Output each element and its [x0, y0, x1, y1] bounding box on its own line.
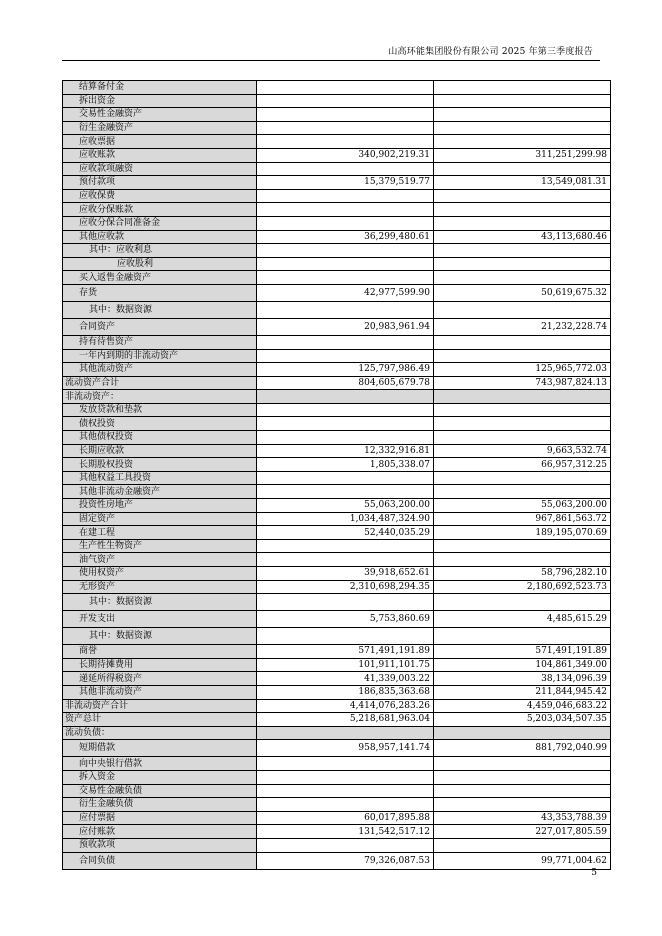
- prior-period-value: 55,063,200.00: [434, 499, 611, 513]
- table-row: [63, 471, 611, 485]
- current-period-value: [257, 628, 434, 645]
- prior-period-value: [434, 216, 611, 230]
- prior-period-value: [434, 628, 611, 645]
- row-label: 长期股权投资: [63, 458, 257, 472]
- table-row: [63, 658, 611, 672]
- prior-period-value: 66,957,312.25: [434, 458, 611, 472]
- current-period-value: 36,299,480.61: [257, 230, 434, 244]
- prior-period-value: [434, 162, 611, 176]
- row-label: 其他权益工具投资: [63, 471, 257, 485]
- row-label: 交易性金融资产: [63, 108, 257, 122]
- current-period-value: [257, 244, 434, 258]
- current-period-value: 340,902,219.31: [257, 148, 434, 162]
- current-period-value: 5,218,681,963.04: [257, 713, 434, 727]
- current-period-value: [257, 553, 434, 567]
- current-period-value: [257, 335, 434, 349]
- table-row: [63, 148, 611, 162]
- table-row: [63, 244, 611, 258]
- table-row: [63, 567, 611, 581]
- current-period-value: [257, 189, 434, 203]
- current-period-value: 5,753,860.69: [257, 611, 434, 628]
- row-label: 合同负债: [63, 852, 257, 869]
- current-period-value: 12,332,916.81: [257, 444, 434, 458]
- row-label: 油气资产: [63, 553, 257, 567]
- table-row: [63, 726, 611, 740]
- row-label: 持有待售资产: [63, 335, 257, 349]
- table-row: [63, 301, 611, 318]
- current-period-value: 131,542,517.12: [257, 825, 434, 839]
- current-period-value: [257, 349, 434, 363]
- row-label: 投资性房地产: [63, 499, 257, 513]
- row-label: 其中：数据资源: [63, 301, 257, 318]
- row-label: 其中：数据资源: [63, 628, 257, 645]
- page-number: 5: [591, 868, 597, 878]
- balance-sheet-body: [63, 81, 611, 870]
- row-label: 使用权资产: [63, 567, 257, 581]
- current-period-value: 101,911,101.75: [257, 658, 434, 672]
- current-period-value: [257, 108, 434, 122]
- row-label: 应付账款: [63, 825, 257, 839]
- prior-period-value: [434, 553, 611, 567]
- prior-period-value: 227,017,805.59: [434, 825, 611, 839]
- prior-period-value: [434, 335, 611, 349]
- table-row: [63, 444, 611, 458]
- current-period-value: [257, 539, 434, 553]
- table-row: [63, 162, 611, 176]
- row-label: 递延所得税资产: [63, 672, 257, 686]
- header-divider: [62, 60, 600, 61]
- row-label: 应收股利: [63, 257, 257, 271]
- table-row: [63, 825, 611, 839]
- prior-period-value: [434, 485, 611, 499]
- current-period-value: [257, 417, 434, 431]
- current-period-value: 15,379,519.77: [257, 176, 434, 190]
- row-label: 一年内到期的非流动资产: [63, 349, 257, 363]
- table-row: [63, 230, 611, 244]
- prior-period-value: 189,195,070.69: [434, 526, 611, 540]
- prior-period-value: 211,844,945.42: [434, 685, 611, 699]
- table-row: [63, 713, 611, 727]
- current-period-value: [257, 135, 434, 149]
- report-header-title: 山高环能集团股份有限公司 2025 年第三季度报告: [388, 47, 593, 57]
- table-row: [63, 685, 611, 699]
- prior-period-value: [434, 244, 611, 258]
- current-period-value: 55,063,200.00: [257, 499, 434, 513]
- prior-period-value: [434, 301, 611, 318]
- row-label: 买入返售金融资产: [63, 271, 257, 285]
- prior-period-value: [434, 798, 611, 812]
- current-period-value: 571,491,191.89: [257, 645, 434, 659]
- current-period-value: 804,605,679.78: [257, 376, 434, 390]
- table-row: [63, 390, 611, 404]
- prior-period-value: [434, 838, 611, 852]
- table-row: [63, 431, 611, 445]
- prior-period-value: 99,771,004.62: [434, 852, 611, 869]
- prior-period-value: 9,663,532.74: [434, 444, 611, 458]
- table-row: [63, 628, 611, 645]
- prior-period-value: [434, 770, 611, 784]
- current-period-value: [257, 203, 434, 217]
- row-label: 预收款项: [63, 838, 257, 852]
- current-period-value: [257, 594, 434, 611]
- row-label: 其他非流动资产: [63, 685, 257, 699]
- prior-period-value: 743,987,824.13: [434, 376, 611, 390]
- prior-period-value: 50,619,675.32: [434, 284, 611, 301]
- current-period-value: [257, 390, 434, 404]
- row-label: 应收账款: [63, 148, 257, 162]
- table-row: [63, 176, 611, 190]
- prior-period-value: 13,549,081.31: [434, 176, 611, 190]
- current-period-value: [257, 257, 434, 271]
- prior-period-value: 104,861,349.00: [434, 658, 611, 672]
- prior-period-value: 21,232,228.74: [434, 318, 611, 335]
- row-label: 衍生金融负债: [63, 798, 257, 812]
- row-label: 长期应收款: [63, 444, 257, 458]
- table-row: [63, 811, 611, 825]
- table-row: [63, 580, 611, 594]
- table-row: [63, 203, 611, 217]
- row-label: 资产总计: [63, 713, 257, 727]
- table-row: [63, 257, 611, 271]
- current-period-value: [257, 121, 434, 135]
- prior-period-value: [434, 594, 611, 611]
- current-period-value: [257, 81, 434, 95]
- row-label: 衍生金融资产: [63, 121, 257, 135]
- prior-period-value: 967,861,563.72: [434, 512, 611, 526]
- current-period-value: 20,983,961.94: [257, 318, 434, 335]
- table-row: [63, 81, 611, 95]
- table-row: [63, 108, 611, 122]
- table-row: [63, 335, 611, 349]
- table-row: [63, 838, 611, 852]
- table-row: [63, 363, 611, 377]
- current-period-value: 42,977,599.90: [257, 284, 434, 301]
- prior-period-value: [434, 784, 611, 798]
- prior-period-value: [434, 431, 611, 445]
- prior-period-value: [434, 726, 611, 740]
- row-label: 非流动资产：: [63, 390, 257, 404]
- table-row: [63, 349, 611, 363]
- current-period-value: [257, 770, 434, 784]
- table-row: [63, 770, 611, 784]
- row-label: 其中：数据资源: [63, 594, 257, 611]
- current-period-value: 958,957,141.74: [257, 740, 434, 757]
- row-label: 债权投资: [63, 417, 257, 431]
- row-label: 结算备付金: [63, 81, 257, 95]
- table-row: [63, 403, 611, 417]
- table-row: [63, 784, 611, 798]
- prior-period-value: 2,180,692,523.73: [434, 580, 611, 594]
- prior-period-value: 5,203,034,507.35: [434, 713, 611, 727]
- row-label: 商誉: [63, 645, 257, 659]
- row-label: 预付款项: [63, 176, 257, 190]
- current-period-value: [257, 94, 434, 108]
- prior-period-value: [434, 94, 611, 108]
- table-row: [63, 318, 611, 335]
- prior-period-value: 58,796,282.10: [434, 567, 611, 581]
- current-period-value: 2,310,698,294.35: [257, 580, 434, 594]
- row-label: 开发支出: [63, 611, 257, 628]
- current-period-value: 41,339,003.22: [257, 672, 434, 686]
- current-period-value: 1,805,338.07: [257, 458, 434, 472]
- table-row: [63, 672, 611, 686]
- current-period-value: [257, 162, 434, 176]
- row-label: 生产性生物资产: [63, 539, 257, 553]
- current-period-value: [257, 471, 434, 485]
- table-row: [63, 271, 611, 285]
- prior-period-value: 4,485,615.29: [434, 611, 611, 628]
- current-period-value: 4,414,076,283.26: [257, 699, 434, 713]
- table-row: [63, 512, 611, 526]
- table-row: [63, 798, 611, 812]
- current-period-value: [257, 757, 434, 771]
- prior-period-value: [434, 203, 611, 217]
- row-label: 合同资产: [63, 318, 257, 335]
- row-label: 应收保费: [63, 189, 257, 203]
- row-label: 长期待摊费用: [63, 658, 257, 672]
- current-period-value: [257, 485, 434, 499]
- table-row: [63, 417, 611, 431]
- table-row: [63, 121, 611, 135]
- current-period-value: 1,034,487,324.90: [257, 512, 434, 526]
- prior-period-value: 881,792,040.99: [434, 740, 611, 757]
- table-row: [63, 485, 611, 499]
- row-label: 拆出资金: [63, 94, 257, 108]
- table-row: [63, 594, 611, 611]
- current-period-value: [257, 431, 434, 445]
- current-period-value: 79,326,087.53: [257, 852, 434, 869]
- prior-period-value: 125,965,772.03: [434, 363, 611, 377]
- table-row: [63, 284, 611, 301]
- row-label: 拆入资金: [63, 770, 257, 784]
- row-label: 应收分保合同准备金: [63, 216, 257, 230]
- prior-period-value: [434, 271, 611, 285]
- row-label: 应收分保账款: [63, 203, 257, 217]
- prior-period-value: [434, 257, 611, 271]
- row-label: 流动资产合计: [63, 376, 257, 390]
- prior-period-value: [434, 108, 611, 122]
- row-label: 其中：应收利息: [63, 244, 257, 258]
- current-period-value: [257, 403, 434, 417]
- row-label: 交易性金融负债: [63, 784, 257, 798]
- table-row: [63, 526, 611, 540]
- row-label: 其他应收款: [63, 230, 257, 244]
- current-period-value: [257, 726, 434, 740]
- table-row: [63, 553, 611, 567]
- prior-period-value: [434, 390, 611, 404]
- row-label: 应收票据: [63, 135, 257, 149]
- current-period-value: [257, 784, 434, 798]
- prior-period-value: 4,459,046,683.22: [434, 699, 611, 713]
- table-row: [63, 611, 611, 628]
- prior-period-value: 38,134,096.39: [434, 672, 611, 686]
- table-row: [63, 458, 611, 472]
- row-label: 应收款项融资: [63, 162, 257, 176]
- table-row: [63, 94, 611, 108]
- current-period-value: [257, 271, 434, 285]
- table-row: [63, 539, 611, 553]
- table-row: [63, 499, 611, 513]
- current-period-value: 39,918,652.61: [257, 567, 434, 581]
- prior-period-value: [434, 471, 611, 485]
- row-label: 流动负债：: [63, 726, 257, 740]
- current-period-value: [257, 216, 434, 230]
- prior-period-value: [434, 417, 611, 431]
- table-row: [63, 740, 611, 757]
- row-label: 其他非流动金融资产: [63, 485, 257, 499]
- prior-period-value: [434, 189, 611, 203]
- current-period-value: 186,835,363.68: [257, 685, 434, 699]
- prior-period-value: [434, 81, 611, 95]
- row-label: 在建工程: [63, 526, 257, 540]
- current-period-value: [257, 301, 434, 318]
- row-label: 发放贷款和垫款: [63, 403, 257, 417]
- prior-period-value: [434, 539, 611, 553]
- table-row: [63, 645, 611, 659]
- prior-period-value: [434, 757, 611, 771]
- prior-period-value: [434, 403, 611, 417]
- current-period-value: 52,440,035.29: [257, 526, 434, 540]
- prior-period-value: 311,251,299.98: [434, 148, 611, 162]
- row-label: 无形资产: [63, 580, 257, 594]
- prior-period-value: 43,113,680.46: [434, 230, 611, 244]
- row-label: 非流动资产合计: [63, 699, 257, 713]
- row-label: 短期借款: [63, 740, 257, 757]
- row-label: 存货: [63, 284, 257, 301]
- table-row: [63, 135, 611, 149]
- table-row: [63, 376, 611, 390]
- current-period-value: 60,017,895.88: [257, 811, 434, 825]
- balance-sheet-table: [62, 80, 611, 870]
- table-row: [63, 216, 611, 230]
- prior-period-value: [434, 135, 611, 149]
- prior-period-value: [434, 349, 611, 363]
- current-period-value: 125,797,986.49: [257, 363, 434, 377]
- row-label: 向中央银行借款: [63, 757, 257, 771]
- row-label: 固定资产: [63, 512, 257, 526]
- current-period-value: [257, 798, 434, 812]
- prior-period-value: 43,353,788.39: [434, 811, 611, 825]
- table-row: [63, 757, 611, 771]
- table-row: [63, 852, 611, 869]
- prior-period-value: [434, 121, 611, 135]
- current-period-value: [257, 838, 434, 852]
- table-row: [63, 699, 611, 713]
- prior-period-value: 571,491,191.89: [434, 645, 611, 659]
- row-label: 应付票据: [63, 811, 257, 825]
- table-row: [63, 189, 611, 203]
- row-label: 其他债权投资: [63, 431, 257, 445]
- row-label: 其他流动资产: [63, 363, 257, 377]
